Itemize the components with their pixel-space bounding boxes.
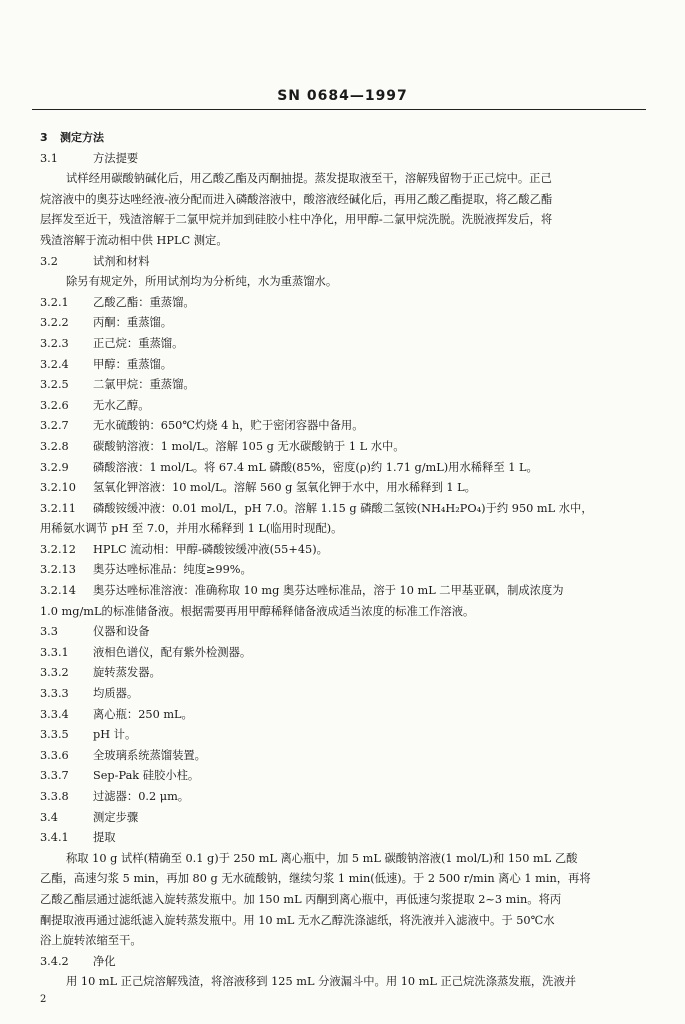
clause-text: 丙酮：重蒸馏。 xyxy=(93,316,173,330)
clause-text: 奥芬达唑标准品：纯度≥99%。 xyxy=(93,563,252,577)
header-rule xyxy=(32,109,646,110)
page-number: 2 xyxy=(40,994,47,1005)
numbered-clause xyxy=(40,149,640,170)
numbered-clause xyxy=(40,808,640,829)
clause-number: 3.2 xyxy=(40,254,58,268)
numbered-clause xyxy=(40,622,640,643)
numbered-clause xyxy=(40,355,640,376)
numbered-clause xyxy=(40,560,640,581)
clause-text: HPLC 流动相：甲醇-磷酸铵缓冲液(55+45)。 xyxy=(93,542,328,556)
standard-number: SN 0684—1997 xyxy=(277,88,408,104)
numbered-clause xyxy=(40,663,640,684)
clause-text: 旋转蒸发器。 xyxy=(93,666,161,680)
clause-text: 乙酸乙酯：重蒸馏。 xyxy=(93,295,195,309)
numbered-clause xyxy=(40,952,640,973)
clause-number: 3.4.2 xyxy=(40,954,69,968)
numbered-clause xyxy=(40,499,640,520)
numbered-clause xyxy=(40,540,640,561)
section-number: 3 xyxy=(40,131,48,144)
clause-number: 3.2.11 xyxy=(40,501,76,515)
text-line: 乙酸乙酯层通过滤纸滤入旋转蒸发瓶中。加 150 mL 丙酮到离心瓶中，再低速匀浆提取 2~3 min。将丙 xyxy=(40,892,562,906)
clause-number: 3.2.2 xyxy=(40,316,69,330)
clause-text: 二氯甲烷：重蒸馏。 xyxy=(93,378,195,392)
clause-number: 3.3.6 xyxy=(40,748,69,762)
clause-text: 正己烷：重蒸馏。 xyxy=(93,336,184,350)
clause-number: 3.2.7 xyxy=(40,419,69,433)
clause-number: 3.3.8 xyxy=(40,790,69,803)
numbered-clause xyxy=(40,766,640,787)
clause-text: 方法提要 xyxy=(93,151,139,165)
clause-text: 仪器和设备 xyxy=(93,625,150,639)
clause-text: 均质器。 xyxy=(93,687,139,701)
numbered-clause xyxy=(40,313,640,334)
clause-text: 无水乙醇。 xyxy=(93,398,150,412)
clause-number: 3.3.4 xyxy=(40,707,69,721)
clause-text: 试剂和材料 xyxy=(93,254,150,268)
numbered-clause xyxy=(40,416,640,437)
numbered-clause xyxy=(40,725,640,746)
numbered-clause xyxy=(40,458,640,479)
clause-text: 全玻璃系统蒸馏装置。 xyxy=(93,748,206,762)
clause-number: 3.2.10 xyxy=(40,481,76,495)
clause-number: 3.2.6 xyxy=(40,398,69,412)
clause-text: 碳酸钠溶液：1 mol/L。溶解 105 g 无水碳酸钠于 1 L 水中。 xyxy=(93,439,405,453)
numbered-clause xyxy=(40,581,640,602)
clause-number: 3.2.4 xyxy=(40,357,69,371)
numbered-clause xyxy=(40,437,640,458)
text-line: 除另有规定外，所用试剂均为分析纯，水为重蒸馏水。 xyxy=(66,275,338,289)
text-line: 浴上旋转浓缩至干。 xyxy=(40,934,142,948)
clause-number: 3.2.14 xyxy=(40,584,76,598)
clause-number: 3.4.1 xyxy=(40,831,69,845)
text-line: 乙酯，高速匀浆 5 min，再加 80 g 无水硫酸钠，继续匀浆 1 min(低速)。于 2 500 r/min 离心 1 min，再将 xyxy=(40,872,591,886)
clause-text: 磷酸铵缓冲液：0.01 mol/L，pH 7.0。溶解 1.15 g 磷酸二氢铵(NH₄H₂PO₄)于约 950 mL 水中， xyxy=(93,501,593,515)
clause-text: 净化 xyxy=(93,954,116,968)
numbered-clause xyxy=(40,252,640,273)
clause-number: 3.2.3 xyxy=(40,336,69,350)
clause-number: 3.3 xyxy=(40,625,58,639)
clause-text: 提取 xyxy=(93,831,116,845)
clause-text: 甲醇：重蒸馏。 xyxy=(93,357,173,371)
numbered-clause xyxy=(40,828,640,849)
numbered-clause xyxy=(40,746,640,767)
clause-number: 3.2.12 xyxy=(40,542,76,556)
text-line: 用 10 mL 正己烷溶解残渣，将溶液移到 125 mL 分液漏斗中。用 10 mL 正己烷洗涤蒸发瓶，洗液并 xyxy=(66,975,577,989)
clause-text: 测定步骤 xyxy=(93,810,139,824)
clause-number: 3.4 xyxy=(40,810,58,824)
paragraph-list xyxy=(40,149,640,993)
section-heading xyxy=(40,128,640,149)
clause-text: 奥芬达唑标准溶液：准确称取 10 mg 奥芬达唑标准品，溶于 10 mL 二甲基亚砜，制成浓度为 xyxy=(93,584,564,598)
clause-number: 3.2.13 xyxy=(40,563,76,577)
clause-text: 氢氧化钾溶液：10 mol/L。溶解 560 g 氢氧化钾于水中，用水稀释到 1 L。 xyxy=(93,481,476,495)
clause-text: Sep-Pak 硅胶小柱。 xyxy=(93,769,200,783)
numbered-clause xyxy=(40,375,640,396)
numbered-clause xyxy=(40,334,640,355)
text-line: 称取 10 g 试样(精确至 0.1 g)于 250 mL 离心瓶中，加 5 mL 碳酸钠溶液(1 mol/L)和 150 mL 乙酸 xyxy=(66,851,578,865)
clause-text: 离心瓶：250 mL。 xyxy=(93,707,193,721)
clause-number: 3.3.1 xyxy=(40,645,69,659)
text-line: 残渣溶解于流动相中供 HPLC 测定。 xyxy=(40,233,228,247)
text-line: 烷溶液中的奥芬达唑经液-液分配而进入磷酸溶液中，酸溶液经碱化后，再用乙酸乙酯提取，将乙酸乙酯 xyxy=(40,192,553,206)
clause-text: pH 计。 xyxy=(93,728,137,742)
text-line: 1.0 mg/mL的标准储备液。根据需要再用甲醇稀释储备液成适当浓度的标准工作溶液。 xyxy=(40,604,475,618)
numbered-clause xyxy=(40,293,640,314)
clause-number: 3.3.2 xyxy=(40,666,69,680)
clause-number: 3.2.8 xyxy=(40,439,69,453)
clause-text: 无水硫酸钠：650℃灼烧 4 h，贮于密闭容器中备用。 xyxy=(93,419,364,433)
text-line: 酮提取液再通过滤纸滤入旋转蒸发瓶中。用 10 mL 无水乙醇洗涤滤纸，将洗液并入滤液中。于 50℃水 xyxy=(40,913,555,927)
clause-number: 3.2.1 xyxy=(40,295,69,309)
text-line: 层挥发至近干，残渣溶解于二氯甲烷并加到硅胶小柱中净化，用甲醇-二氯甲烷洗脱。洗脱液挥发后，将 xyxy=(40,213,553,227)
text-line: 用稀氨水调节 pH 至 7.0，并用水稀释到 1 L(临用时现配)。 xyxy=(40,522,343,536)
numbered-clause xyxy=(40,478,640,499)
numbered-clause xyxy=(40,643,640,664)
clause-number: 3.1 xyxy=(40,151,58,165)
clause-text: 液相色谱仪，配有紫外检测器。 xyxy=(93,645,252,659)
numbered-clause xyxy=(40,705,640,726)
clause-number: 3.3.3 xyxy=(40,687,69,701)
clause-number: 3.3.5 xyxy=(40,728,69,742)
clause-number: 3.3.7 xyxy=(40,769,69,783)
section-title: 测定方法 xyxy=(60,131,104,144)
numbered-clause xyxy=(40,787,640,808)
clause-number: 3.2.9 xyxy=(40,460,69,474)
clause-number: 3.2.5 xyxy=(40,378,69,392)
clause-text: 过滤器：0.2 μm。 xyxy=(93,790,190,803)
clause-text: 磷酸溶液：1 mol/L。将 67.4 mL 磷酸(85%，密度(ρ)约 1.71 g/mL)用水稀释至 1 L。 xyxy=(93,460,538,474)
text-line: 试样经用碳酸钠碱化后，用乙酸乙酯及丙酮抽提。蒸发提取液至干，溶解残留物于正己烷中。正己 xyxy=(66,172,552,186)
document-body xyxy=(40,128,640,993)
numbered-clause xyxy=(40,684,640,705)
numbered-clause xyxy=(40,396,640,417)
